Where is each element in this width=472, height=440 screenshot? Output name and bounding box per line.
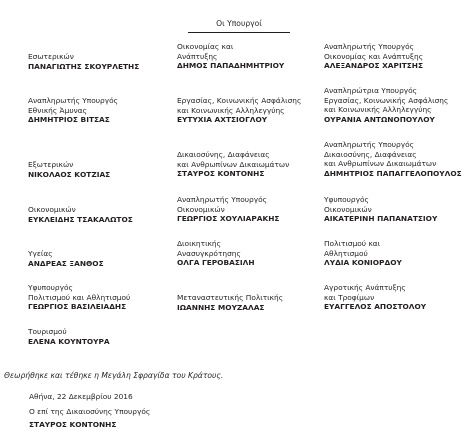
minister-block <box>177 150 323 179</box>
minister-role: Υφυπουργός Πολιτισμού και Αθλητισμού <box>28 283 131 302</box>
minister-name: ΣΤΑΥΡΟΣ ΚΟΝΤΟΝΗΣ <box>177 169 265 179</box>
minister-block <box>28 249 174 269</box>
minister-block <box>324 140 470 179</box>
minister-name: ΔΗΜΗΤΡΙΟΣ ΠΑΠΑΓΓΕΛΟΠΟΥΛΟΣ <box>324 168 462 178</box>
ministers-heading: Οι Υπουργοί <box>216 19 262 28</box>
minister-role: Διοικητικής Ανασυγκρότησης <box>177 239 241 258</box>
minister-role: Εσωτερικών <box>28 52 74 61</box>
minister-block <box>28 327 174 347</box>
minister-block <box>324 195 470 224</box>
minister-block <box>324 42 470 71</box>
minister-block <box>177 239 323 268</box>
minister-role: Αναπληρωτής Υπουργός Οικονομικών <box>177 195 267 214</box>
minister-block <box>177 42 323 71</box>
minister-role: Τουρισμού <box>28 327 67 336</box>
minister-name: ΟΛΓΑ ΓΕΡΟΒΑΣΙΛΗ <box>177 258 255 268</box>
minister-block <box>177 195 323 224</box>
minister-name: ΟΥΡΑΝΙΑ ΑΝΤΩΝΟΠΟΥΛΟΥ <box>324 114 435 124</box>
minister-role: Δικαιοσύνης, Διαφάνειας και Ανθρωπίνων Δικαιωμάτων <box>177 150 290 169</box>
minister-block <box>28 283 174 312</box>
minister-block <box>28 96 174 125</box>
minister-role: Υγείας <box>28 249 53 258</box>
minister-role: Εξωτερικών <box>28 160 74 169</box>
minister-name: ΔΗΜΗΤΡΙΟΣ ΒΙΤΣΑΣ <box>28 115 110 125</box>
signer-role: Ο επί της Δικαιοσύνης Υπουργός <box>29 407 151 416</box>
heading-underline <box>188 32 290 33</box>
minister-role: Αναπληρωτής Υπουργός Δικαιοσύνης, Διαφάνειας και Ανθρωπίνων Δικαιωμάτων <box>324 140 437 169</box>
minister-name: ΓΕΩΡΓΙΟΣ ΧΟΥΛΙΑΡΑΚΗΣ <box>177 214 280 224</box>
minister-role: Οικονομικών <box>28 205 76 214</box>
minister-name: ΠΑΝΑΓΙΩΤΗΣ ΣΚΟΥΡΛΕΤΗΣ <box>28 61 140 71</box>
minister-block <box>324 283 470 312</box>
minister-role: Αναπληρωτής Υπουργός Εθνικής Άμυνας <box>28 96 118 115</box>
minister-block <box>177 293 323 313</box>
minister-role: Πολιτισμού και Αθλητισμού <box>324 239 381 258</box>
signer-name: ΣΤΑΥΡΟΣ ΚΟΝΤΟΝΗΣ <box>29 420 117 429</box>
minister-block <box>28 205 174 225</box>
date-line: Αθήνα, 22 Δεκεμβρίου 2016 <box>29 392 133 401</box>
minister-name: ΝΙΚΟΛΑΟΣ ΚΟΤΖΙΑΣ <box>28 169 111 179</box>
minister-name: ΛΥΔΙΑ ΚΟΝΙΟΡΔΟΥ <box>324 258 402 268</box>
minister-name: ΕΥΚΛΕΙΔΗΣ ΤΣΑΚΑΛΩΤΟΣ <box>28 214 133 224</box>
minister-name: ΑΛΕΞΑΝΔΡΟΣ ΧΑΡΙΤΣΗΣ <box>324 61 424 71</box>
minister-name: ΔΗΜΟΣ ΠΑΠΑΔΗΜΗΤΡΙΟΥ <box>177 61 285 71</box>
minister-role: Οικονομίας και Ανάπτυξης <box>177 42 234 61</box>
seal-note: Θεωρήθηκε και τέθηκε η Μεγάλη Σφραγίδα του Κράτους. <box>4 371 224 380</box>
minister-role: Υφυπουργός Οικονομικών <box>324 195 372 214</box>
minister-role: Μεταναστευτικής Πολιτικής <box>177 293 284 302</box>
minister-name: ΕΥΤΥΧΙΑ ΑΧΤΣΙΟΓΛΟΥ <box>177 115 268 125</box>
minister-block <box>324 239 470 268</box>
minister-name: ΑΙΚΑΤΕΡΙΝΗ ΠΑΠΑΝΑΤΣΙΟΥ <box>324 214 438 224</box>
minister-block <box>324 86 470 125</box>
minister-role: Αγροτικής Ανάπτυξης και Τροφίμων <box>324 283 406 302</box>
minister-name: ΕΥΑΓΓΕΛΟΣ ΑΠΟΣΤΟΛΟΥ <box>324 302 427 312</box>
minister-name: ΑΝΔΡΕΑΣ ΞΑΝΘΟΣ <box>28 258 104 268</box>
minister-role: Αναπληρώτρια Υπουργός Εργασίας, Κοινωνικής Ασφάλισης και Κοινωνικής Αλληλεγγύης <box>324 86 449 115</box>
minister-role: Αναπληρωτής Υπουργός Οικονομίας και Ανάπτυξης <box>324 42 424 61</box>
minister-name: ΙΩΑΝΝΗΣ ΜΟΥΖΑΛΑΣ <box>177 302 265 312</box>
minister-block <box>28 160 174 180</box>
minister-block <box>28 52 174 72</box>
minister-name: ΓΕΩΡΓΙΟΣ ΒΑΣΙΛΕΙΑΔΗΣ <box>28 302 127 312</box>
minister-name: ΕΛΕΝΑ ΚΟΥΝΤΟΥΡΑ <box>28 336 110 346</box>
minister-role: Εργασίας, Κοινωνικής Ασφάλισης και Κοινωνικής Αλληλεγγύης <box>177 96 302 115</box>
minister-block <box>177 96 323 125</box>
